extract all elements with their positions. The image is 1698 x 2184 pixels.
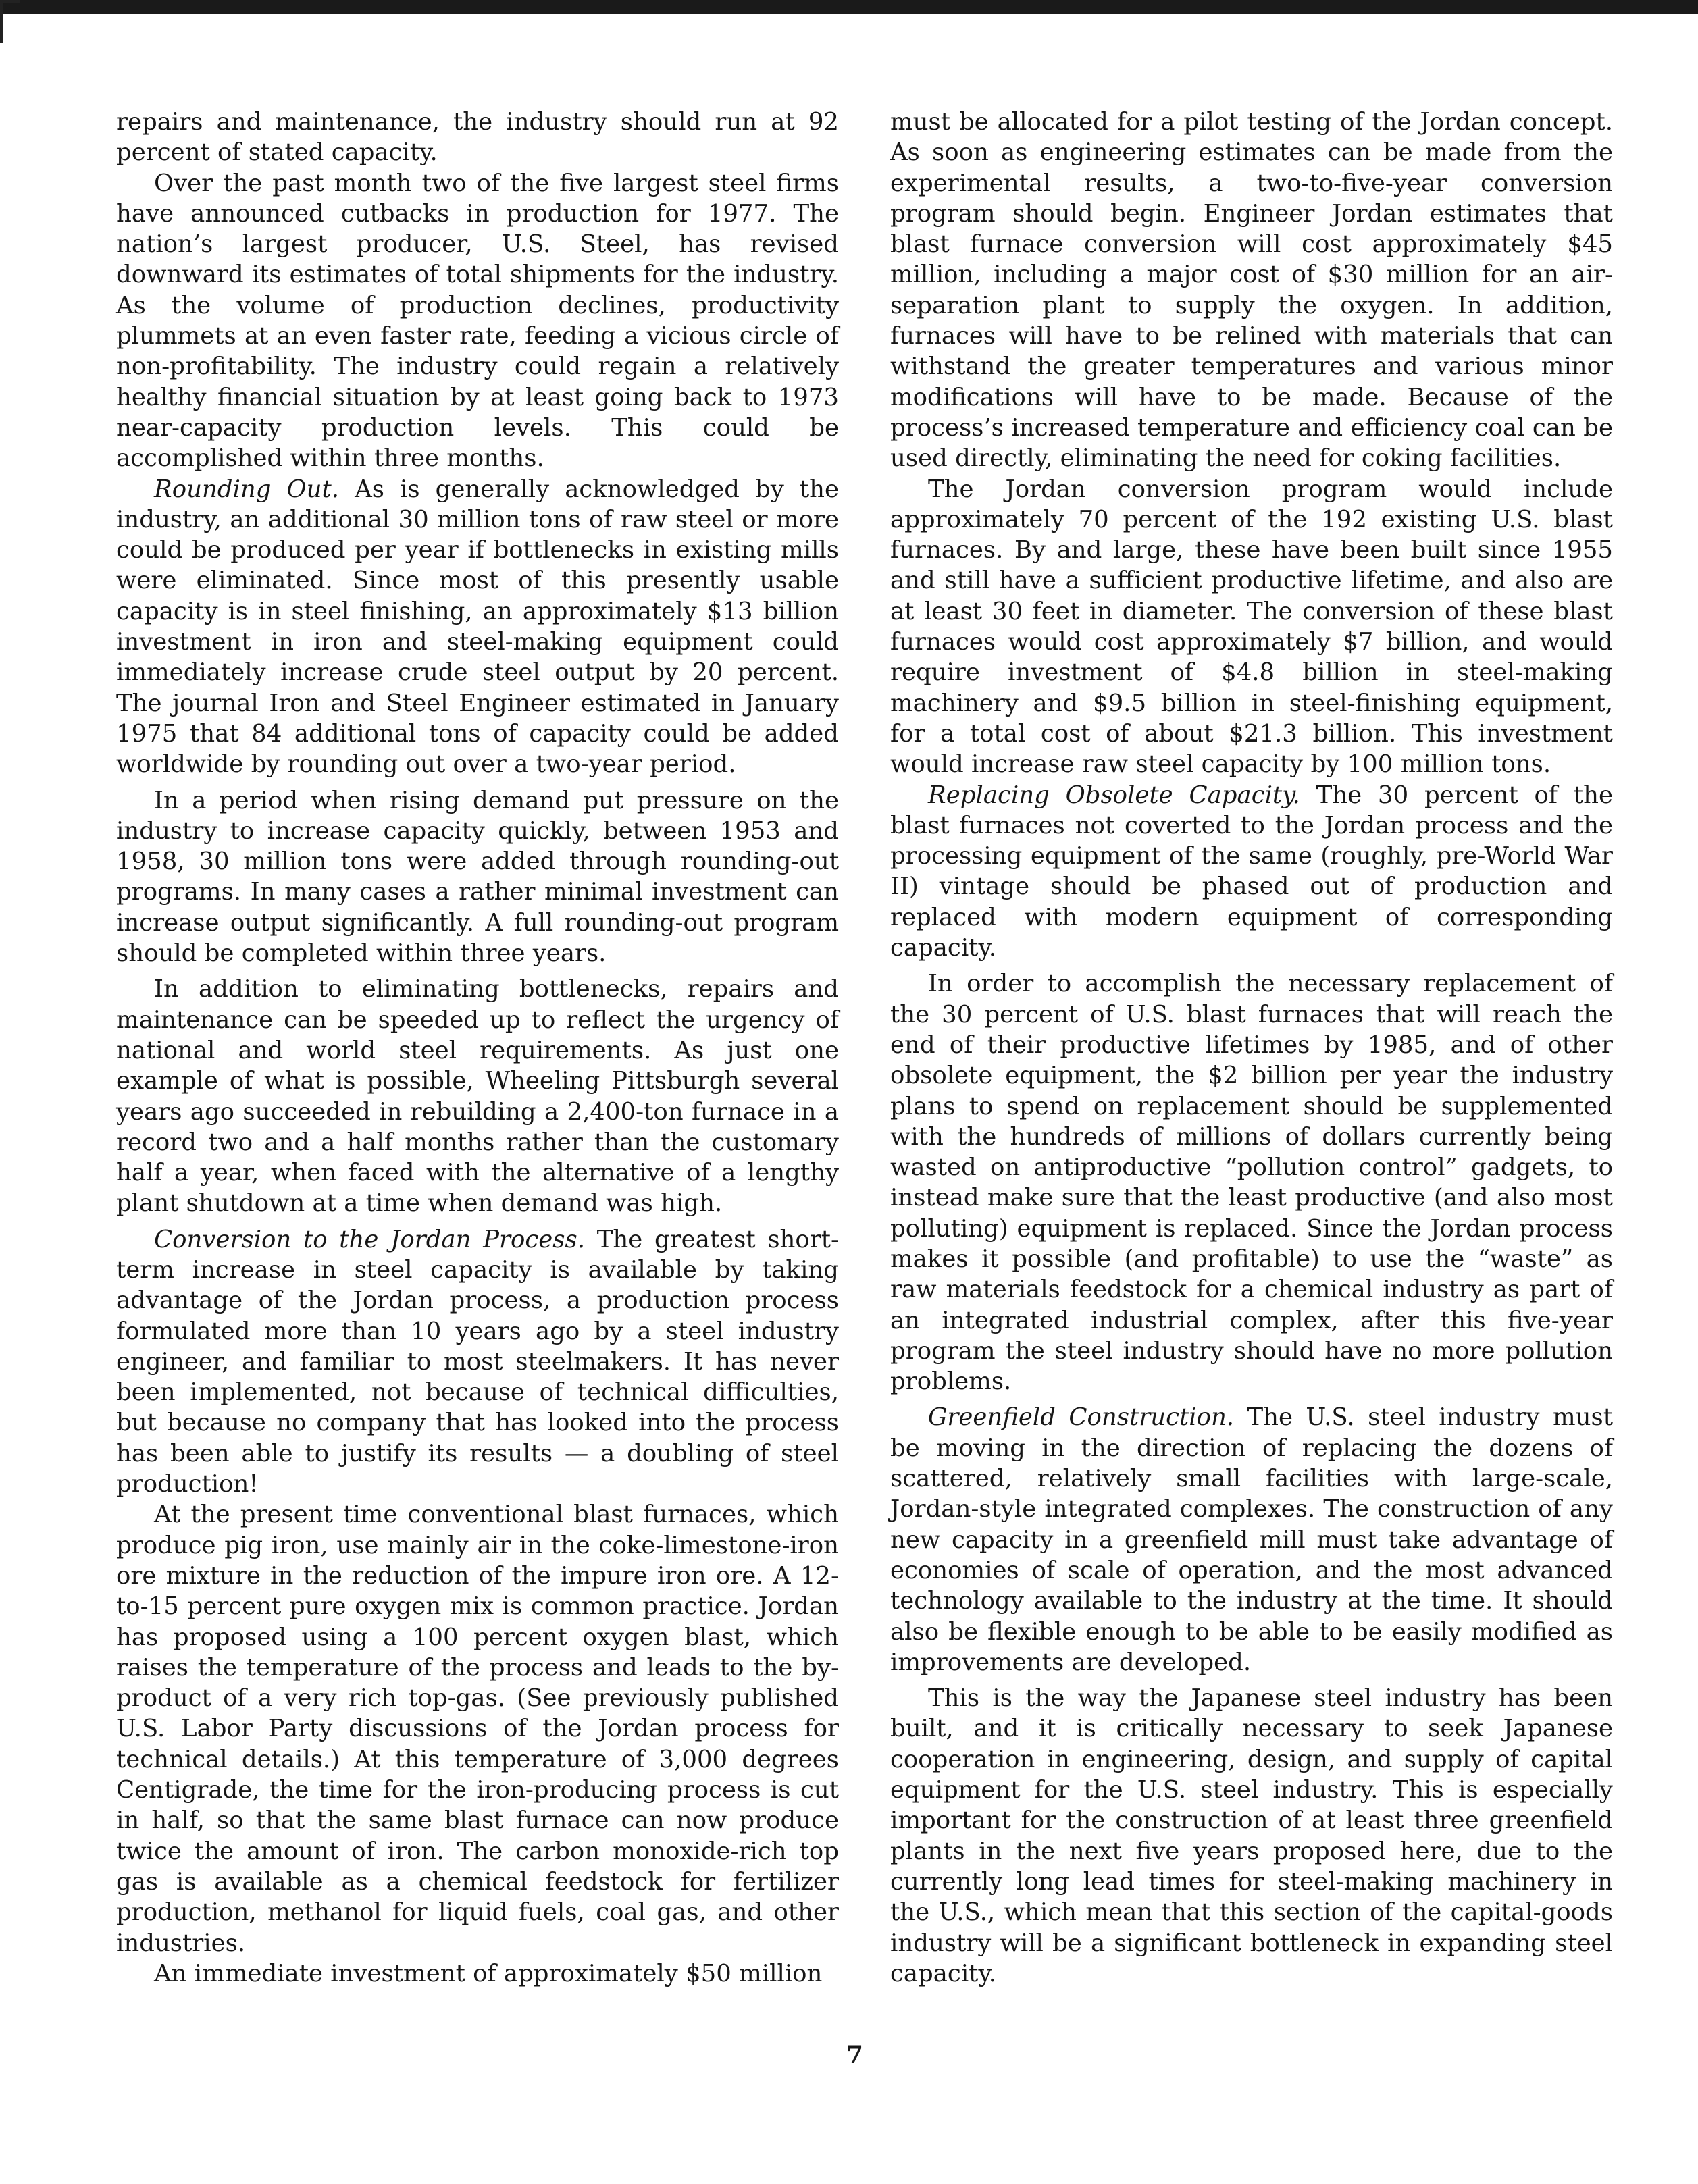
page-number: 7	[846, 2041, 864, 2069]
paragraph-text: In addition to eliminating bottlenecks, repairs and maintenance can be speeded up to reflect the urgency of national and world steel requirements. As just one example of what is possible, Wheeling Pittsburgh several years ago succeeded in rebuilding a 2,400-ton furnace in a record two and a half months rather than the customary half a year, when faced with the alternative of a lengthy plant shutdown at a time when demand was high.	[116, 975, 839, 1218]
paragraph-lead: Greenfield Construction.	[928, 1403, 1235, 1432]
right-column	[890, 107, 1613, 1989]
paragraph	[116, 1499, 839, 1958]
paragraph-text: In order to accomplish the necessary replacement of the 30 percent of U.S. blast furnaces that will reach the end of their productive lifetimes by 1985, and of other obsolete equipment, the $2 billion per year the industry plans to spend on replacement should be supplemented with the hundreds of millions of dollars currently being wasted on antiproductive “pollution control” gadgets, to instead make sure that the least productive (and also most polluting) equipment is replaced. Since the Jordan process makes it possible (and profitable) to use the “waste” as raw materials feedstock for a chemical industry as part of an integrated industrial complex, after this five-year program the steel industry should have no more pollution problems.	[890, 970, 1613, 1396]
paragraph-text: The greatest short-term increase in steel capacity is available by taking advantage of the Jordan process, a production process formulated more than 10 years ago by a steel industry engineer, and familiar to most steelmakers. It has never been implemented, not because of technical difficulties, but because no company that has looked into the process has been able to justify its results — a doubling of steel production!	[116, 1225, 840, 1499]
paragraph-text: At the present time conventional blast furnaces, which produce pig iron, use mainly air in the coke-limestone-iron ore mixture in the reduction of the impure iron ore. A 12-to-15 percent pure oxygen mix is common practice. Jordan has proposed using a 100 percent oxygen blast, which raises the temperature of the process and leads to the by-product of a very rich top-gas. (See previously published U.S. Labor Party discussions of the Jordan process for technical details.) At this temperature of 3,000 degrees Centigrade, the time for the iron-producing process is cut in half, so that the same blast furnace can now produce twice the amount of iron. The carbon monoxide-rich top gas is available as a chemical feedstock for fertilizer production, methanol for liquid fuels, coal gas, and other industries.	[116, 1501, 839, 1957]
paragraph-text: An immediate investment of approximately $50 million	[154, 1959, 823, 1987]
paragraph-lead: Conversion to the Jordan Process.	[154, 1225, 586, 1253]
paragraph	[890, 474, 1613, 780]
paragraph	[890, 780, 1613, 964]
paragraph	[116, 1224, 839, 1500]
paragraph	[116, 974, 839, 1218]
paragraph	[890, 1683, 1613, 1989]
paragraph	[116, 1958, 839, 1989]
corner-crop-mark	[0, 0, 20, 43]
paragraph	[890, 107, 1613, 474]
left-column	[116, 107, 839, 1989]
paragraph	[890, 1402, 1613, 1678]
paragraph-text: The 30 percent of the blast furnaces not coverted to the Jordan process and the processing equipment of the same (roughly, pre-World War II) vintage should be phased out of production and replaced with modern equipment of corresponding capacity.	[890, 781, 1613, 962]
paragraph	[116, 107, 839, 168]
paragraph-text: Over the past month two of the five largest steel firms have announced cutbacks in production for 1977. The nation’s largest producer, U.S. Steel, has revised downward its estimates of total shipments for the industry. As the volume of production declines, productivity plummets at an even faster rate, feeding a vicious circle of non-profitability. The industry could regain a relatively healthy financial situation by at least going back to 1973 near-capacity production levels. This could be accomplished within three months.	[116, 169, 839, 473]
paragraph-text: The Jordan conversion program would include approximately 70 percent of the 192 existing U.S. blast furnaces. By and large, these have been built since 1955 and still have a sufficient productive lifetime, and also are at least 30 feet in diameter. The conversion of these blast furnaces would cost approximately $7 billion, and would require investment of $4.8 billion in steel-making machinery and $9.5 billion in steel-finishing equipment, for a total cost of about $21.3 billion. This investment would increase raw steel capacity by 100 million tons.	[890, 475, 1613, 779]
paragraph	[116, 168, 839, 474]
paragraph-text: The U.S. steel industry must be moving in the direction of replacing the dozens of scattered, relatively small facilities with large-scale, Jordan-style integrated complexes. The construction of any new capacity in a greenfield mill must take advantage of economies of scale of operation, and the most advanced technology available to the industry at the time. It should also be flexible enough to be able to be easily modified as improvements are developed.	[890, 1403, 1614, 1676]
paragraph	[116, 785, 839, 969]
paragraph-lead: Replacing Obsolete Capacity.	[928, 781, 1300, 809]
paragraph-text: repairs and maintenance, the industry should run at 92 percent of stated capacity.	[116, 108, 839, 167]
paragraph-text: This is the way the Japanese steel industry has been built, and it is critically necessary to seek Japanese cooperation in engineering, design, and supply of capital equipment for the U.S. steel industry. This is especially important for the construction of at least three greenfield plants in the next five years proposed here, due to the currently long lead times for steel-making machinery in the U.S., which mean that this section of the capital-goods industry will be a significant bottleneck in expanding steel capacity.	[890, 1684, 1613, 1987]
paragraph	[890, 968, 1613, 1397]
paragraph-lead: Rounding Out.	[154, 475, 340, 503]
paragraph-text: must be allocated for a pilot testing of the Jordan concept. As soon as engineering estimates can be made from the experimental results, a two-to-five-year conversion program should begin. Engineer Jordan estimates that blast furnace conversion will cost approximately $45 million, including a major cost of $30 million for an air-separation plant to supply the oxygen. In addition, furnaces will have to be relined with materials that can withstand the greater temperatures and various minor modifications will have to be made. Because of the process’s increased temperature and efficiency coal can be used directly, eliminating the need for coking facilities.	[890, 108, 1613, 473]
paragraph-text: In a period when rising demand put pressure on the industry to increase capacity quickly, between 1953 and 1958, 30 million tons were added through rounding-out programs. In many cases a rather minimal investment can increase output significantly. A full rounding-out program should be completed within three years.	[116, 786, 839, 968]
paragraph	[116, 474, 839, 780]
paragraph-text: As is generally acknowledged by the industry, an additional 30 million tons of raw steel or more could be produced per year if bottlenecks in existing mills were eliminated. Since most of this presently usable capacity is in steel finishing, an approximately $13 billion investment in iron and steel-making equipment could immediately increase crude steel output by 20 percent. The journal Iron and Steel Engineer estimated in January 1975 that 84 additional tons of capacity could be added worldwide by rounding out over a two-year period.	[116, 475, 839, 779]
top-border-rule	[0, 0, 1698, 14]
